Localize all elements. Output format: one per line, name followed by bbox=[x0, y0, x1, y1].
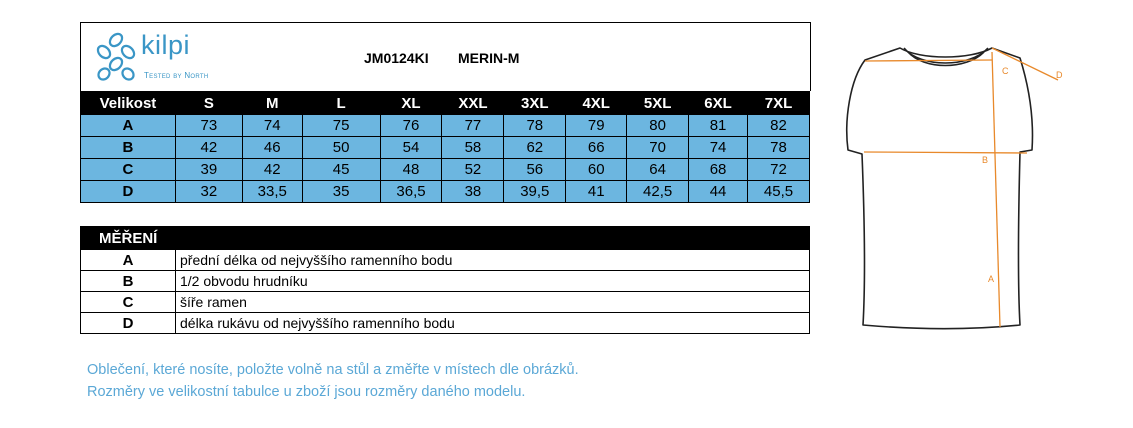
label-c: C bbox=[1002, 66, 1009, 76]
table-cell: 41 bbox=[566, 181, 627, 203]
label-b: B bbox=[982, 155, 989, 165]
table-cell: 44 bbox=[689, 181, 748, 203]
table-row bbox=[81, 271, 810, 292]
product-code: JM0124KI bbox=[364, 50, 429, 66]
table-cell: 35 bbox=[302, 181, 380, 203]
size-header: 6XL bbox=[689, 92, 748, 115]
size-header: 7XL bbox=[748, 92, 810, 115]
brand-tagline: Tested by North bbox=[144, 71, 209, 80]
measurement-key: D bbox=[81, 313, 176, 334]
table-cell: 45 bbox=[302, 159, 380, 181]
table-cell: 82 bbox=[748, 115, 810, 137]
table-cell: 42 bbox=[242, 159, 302, 181]
label-a: A bbox=[988, 274, 995, 284]
table-cell: 70 bbox=[627, 137, 689, 159]
table-cell: 46 bbox=[242, 137, 302, 159]
measurement-desc: přední délka od nejvyššího ramenního bodu bbox=[176, 250, 810, 271]
table-cell: 38 bbox=[442, 181, 504, 203]
measurement-desc: šíře ramen bbox=[176, 292, 810, 313]
size-table bbox=[80, 91, 810, 203]
row-label: A bbox=[81, 115, 176, 137]
measurement-desc: délka rukávu od nejvyššího ramenního bodu bbox=[176, 313, 810, 334]
table-cell: 36,5 bbox=[380, 181, 442, 203]
table-cell: 78 bbox=[748, 137, 810, 159]
size-header: 4XL bbox=[566, 92, 627, 115]
table-cell: 68 bbox=[689, 159, 748, 181]
table-cell: 54 bbox=[380, 137, 442, 159]
tshirt-outline bbox=[847, 48, 1033, 329]
table-cell: 42,5 bbox=[627, 181, 689, 203]
table-cell: 50 bbox=[302, 137, 380, 159]
size-header-row bbox=[81, 92, 810, 115]
row-label: B bbox=[81, 137, 176, 159]
table-cell: 77 bbox=[442, 115, 504, 137]
table-cell: 64 bbox=[627, 159, 689, 181]
table-cell: 79 bbox=[566, 115, 627, 137]
table-row bbox=[81, 292, 810, 313]
label-d: D bbox=[1056, 70, 1063, 80]
table-row bbox=[81, 115, 810, 137]
size-header: XL bbox=[380, 92, 442, 115]
measurement-header-row bbox=[81, 227, 810, 250]
table-cell: 78 bbox=[504, 115, 566, 137]
table-cell: 60 bbox=[566, 159, 627, 181]
table-cell: 73 bbox=[175, 115, 242, 137]
table-cell: 58 bbox=[442, 137, 504, 159]
table-row bbox=[81, 137, 810, 159]
measurement-desc: 1/2 obvodu hrudníku bbox=[176, 271, 810, 292]
table-cell: 56 bbox=[504, 159, 566, 181]
size-header-label: Velikost bbox=[81, 92, 176, 115]
table-cell: 66 bbox=[566, 137, 627, 159]
brand-name: kilpi bbox=[141, 30, 191, 60]
measurement-key: C bbox=[81, 292, 176, 313]
table-row bbox=[81, 250, 810, 271]
table-row bbox=[81, 181, 810, 203]
table-cell: 45,5 bbox=[748, 181, 810, 203]
size-header: M bbox=[242, 92, 302, 115]
size-header: XXL bbox=[442, 92, 504, 115]
measurement-key: A bbox=[81, 250, 176, 271]
measurement-table bbox=[80, 226, 810, 334]
row-label: C bbox=[81, 159, 176, 181]
measurement-title: MĚŘENÍ bbox=[81, 227, 810, 250]
table-cell: 39,5 bbox=[504, 181, 566, 203]
table-cell: 76 bbox=[380, 115, 442, 137]
table-cell: 74 bbox=[242, 115, 302, 137]
table-cell: 52 bbox=[442, 159, 504, 181]
table-cell: 81 bbox=[689, 115, 748, 137]
measurement-key: B bbox=[81, 271, 176, 292]
row-label: D bbox=[81, 181, 176, 203]
table-cell: 32 bbox=[175, 181, 242, 203]
size-header: S bbox=[175, 92, 242, 115]
size-header: 5XL bbox=[627, 92, 689, 115]
table-row bbox=[81, 313, 810, 334]
tshirt-diagram bbox=[820, 30, 1100, 340]
size-header: L bbox=[302, 92, 380, 115]
product-name: MERIN-M bbox=[458, 50, 520, 66]
table-cell: 72 bbox=[748, 159, 810, 181]
table-cell: 62 bbox=[504, 137, 566, 159]
instruction-note: Oblečení, které nosíte, položte volně na stůl a změřte v místech dle obrázků. bbox=[87, 362, 579, 378]
table-cell: 39 bbox=[175, 159, 242, 181]
table-cell: 42 bbox=[175, 137, 242, 159]
size-header: 3XL bbox=[504, 92, 566, 115]
table-row bbox=[81, 159, 810, 181]
table-cell: 74 bbox=[689, 137, 748, 159]
table-cell: 33,5 bbox=[242, 181, 302, 203]
table-cell: 48 bbox=[380, 159, 442, 181]
measurement-arrows bbox=[864, 48, 1058, 327]
table-cell: 80 bbox=[627, 115, 689, 137]
model-note: Rozměry ve velikostní tabulce u zboží jsou rozměry daného modelu. bbox=[87, 384, 526, 400]
table-cell: 75 bbox=[302, 115, 380, 137]
